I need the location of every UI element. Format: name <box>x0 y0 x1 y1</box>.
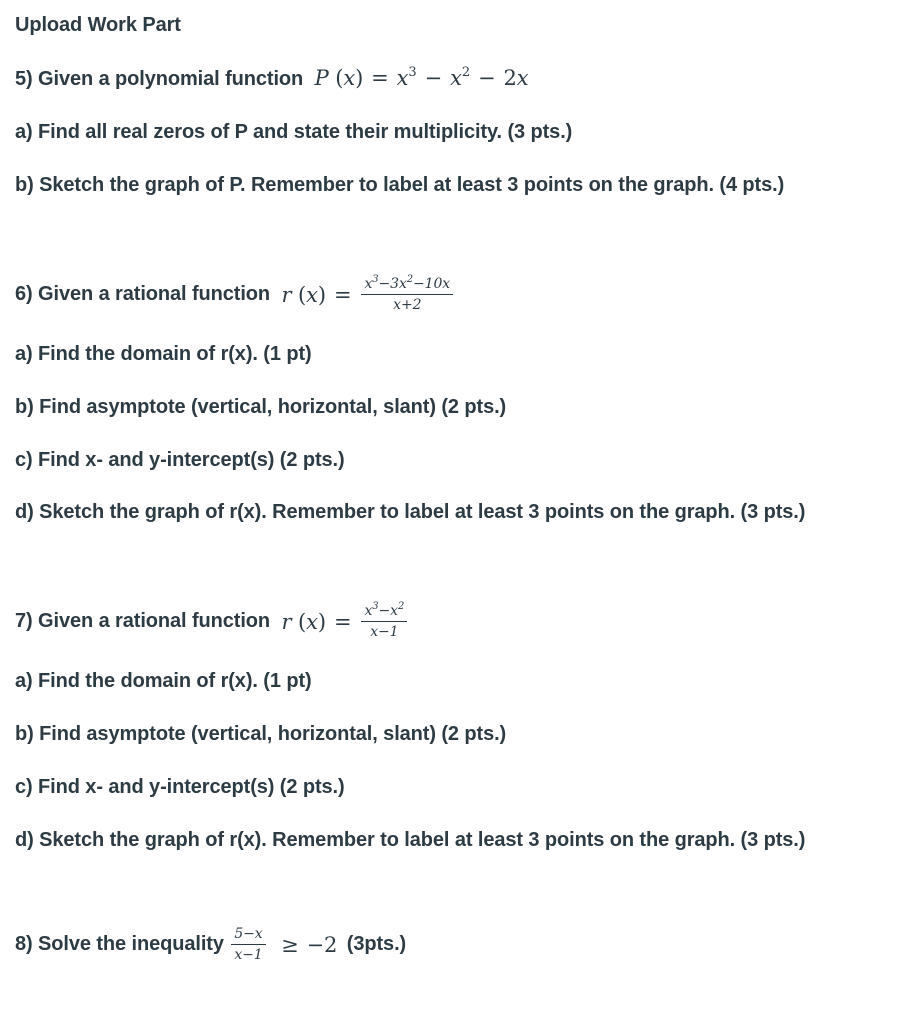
question-6b: b) Find asymptote (vertical, horizontal, slant) (2 pts.) <box>15 396 507 418</box>
question-8-points: (3pts.) <box>346 933 407 955</box>
question-5-text: 5) Given a polynomial function <box>15 68 304 90</box>
question-8-rhs: −2 <box>306 932 338 957</box>
question-6a: a) Find the domain of r(x). (1 pt) <box>15 343 312 365</box>
question-5-formula: P $(x) = x^3 - x^2 - 2x$ <box>314 65 529 90</box>
question-5-prompt <box>15 66 529 91</box>
question-7-prompt <box>15 603 409 640</box>
question-7-fraction: $\frac{x^3-x^2}{x-1}$ <box>361 603 407 640</box>
question-6-text: 6) Given a rational function <box>15 283 271 305</box>
question-6-prompt <box>15 276 455 313</box>
question-8-fraction: $\frac{5-x}{x-1}$ <box>231 926 265 963</box>
question-7-formula: r (x) = <box>281 609 352 634</box>
question-5a: a) Find all real zeros of P and state their multiplicity. (3 pts.) <box>15 121 573 143</box>
page-title: Upload Work Part <box>15 14 181 36</box>
question-5b: b) Sketch the graph of P. Remember to label at least 3 points on the graph. (4 pts.) <box>15 174 785 196</box>
question-7b: b) Find asymptote (vertical, horizontal, slant) (2 pts.) <box>15 723 507 745</box>
question-8-formula: ≥ −2 <box>281 932 338 957</box>
question-6c: c) Find x- and y-intercept(s) (2 pts.) <box>15 449 345 471</box>
question-6d: d) Sketch the graph of r(x). Remember to label at least 3 points on the graph. (3 pts.) <box>15 501 806 523</box>
question-7c: c) Find x- and y-intercept(s) (2 pts.) <box>15 776 345 798</box>
question-8-prompt <box>15 926 406 963</box>
question-7-text: 7) Given a rational function <box>15 610 271 632</box>
question-6-formula: r (x) = <box>281 282 352 307</box>
question-7d: d) Sketch the graph of r(x). Remember to label at least 3 points on the graph. (3 pts.) <box>15 829 806 851</box>
question-7a: a) Find the domain of r(x). (1 pt) <box>15 670 312 692</box>
question-8-text: 8) Solve the inequality <box>15 933 224 955</box>
question-6-fraction: $\frac{x^3-3x^2-10x}{x+2}$ <box>361 276 453 313</box>
